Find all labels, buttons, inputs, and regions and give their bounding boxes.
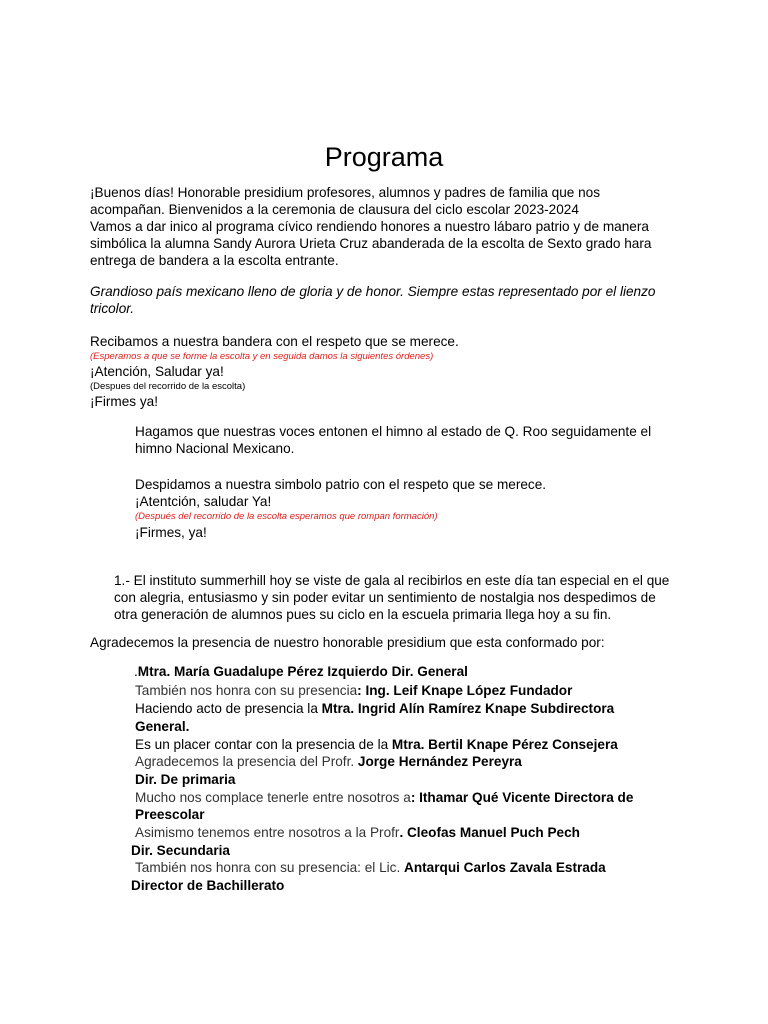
farewell-note: (Después del recorrido de la escolta esperamos que rompan formación) bbox=[135, 511, 438, 522]
flag-salute: ¡Atención, Saludar ya! bbox=[90, 364, 224, 379]
farewell-line: Despidamos a nuestra simbolo patrio con el respeto que se merece. bbox=[135, 477, 547, 492]
presidium-entry: También nos honra con su presencia: Ing. Leif Knape López Fundador bbox=[135, 683, 573, 698]
presidium-entry: Haciendo acto de presencia la Mtra. Ingrid Alín Ramírez Knape Subdirectora bbox=[135, 701, 615, 716]
presidium-entry: Mucho nos complace tenerle entre nosotros a: Ithamar Qué Vicente Directora de bbox=[135, 790, 634, 805]
verse-line: tricolor. bbox=[90, 301, 135, 316]
item-1-paragraph bbox=[114, 572, 704, 623]
verse-paragraph bbox=[90, 283, 695, 317]
intro-line: acompañan. Bienvenidos a la ceremonia de clausura del ciclo escolar 2023-2024 bbox=[90, 202, 579, 217]
item-1-line: 1.- El instituto summerhill hoy se viste de gala al recibirlos en este día tan especial en el que bbox=[114, 573, 670, 588]
intro-line: Vamos a dar inico al programa cívico rendiendo honores a nuestro lábaro patrio y de manera bbox=[90, 219, 649, 234]
anthem-line: Hagamos que nuestras voces entonen el himno al estado de Q. Roo seguidamente el bbox=[135, 424, 652, 439]
presidium-entry: Es un placer contar con la presencia de la Mtra. Bertil Knape Pérez Consejera bbox=[135, 737, 618, 752]
thanks-line: Agradecemos la presencia de nuestro honorable presidium que esta conformado por: bbox=[90, 635, 605, 650]
item-1-line: otra generación de alumnos pues su ciclo en la escuela primaria llega hoy a su fin. bbox=[114, 607, 612, 622]
presidium-entry: También nos honra con su presencia: el Lic. Antarqui Carlos Zavala Estrada bbox=[135, 860, 606, 875]
farewell-firm: ¡Firmes, ya! bbox=[135, 525, 207, 540]
verse-line: Grandioso país mexicano lleno de gloria y de honor. Siempre estas representado por el lienzo bbox=[90, 284, 656, 299]
anthem-paragraph bbox=[135, 423, 695, 457]
flag-firm: ¡Firmes ya! bbox=[90, 394, 158, 409]
anthem-line: himno Nacional Mexicano. bbox=[135, 441, 295, 456]
item-1-line: con alegria, entusiasmo y sin poder evitar un sentimiento de nostalgia nos despedimos de bbox=[114, 590, 656, 605]
intro-paragraph bbox=[90, 184, 695, 269]
flag-receive: Recibamos a nuestra bandera con el respeto que se merece. bbox=[90, 334, 459, 349]
intro-line: simbólica la alumna Sandy Aurora Urieta Cruz abanderada de la escolta de Sexto grado hara bbox=[90, 236, 652, 251]
flag-note-1: (Esperamos a que se forme la escolta y en seguida damos la siguientes órdenes) bbox=[90, 351, 434, 362]
farewell-section bbox=[135, 476, 695, 541]
farewell-salute: ¡Atentción, saludar Ya! bbox=[135, 494, 272, 509]
presidium-entry-continuation: Preescolar bbox=[135, 807, 205, 822]
presidium-entry-continuation: Director de Bachillerato bbox=[131, 878, 285, 893]
page-title: Programa bbox=[324, 142, 444, 172]
flag-section bbox=[90, 333, 695, 410]
flag-note-2: (Despues del recorrido de la escolta) bbox=[90, 381, 246, 392]
intro-line: entrega de bandera a la escolta entrante. bbox=[90, 253, 339, 268]
presidium-entry-continuation: Dir. De primaria bbox=[135, 772, 236, 787]
presidium-entry-continuation: General. bbox=[135, 719, 190, 734]
presidium-entry: Asimismo tenemos entre nosotros a la Profr. Cleofas Manuel Puch Pech bbox=[135, 825, 580, 840]
presidium-entry: Agradecemos la presencia del Profr. Jorge Hernández Pereyra bbox=[135, 754, 522, 769]
intro-line: ¡Buenos días! Honorable presidium profesores, alumnos y padres de familia que nos bbox=[90, 185, 601, 200]
presidium-entry-continuation: Dir. Secundaria bbox=[131, 843, 230, 858]
presidium-entry: .Mtra. María Guadalupe Pérez Izquierdo Dir. General bbox=[134, 664, 468, 679]
